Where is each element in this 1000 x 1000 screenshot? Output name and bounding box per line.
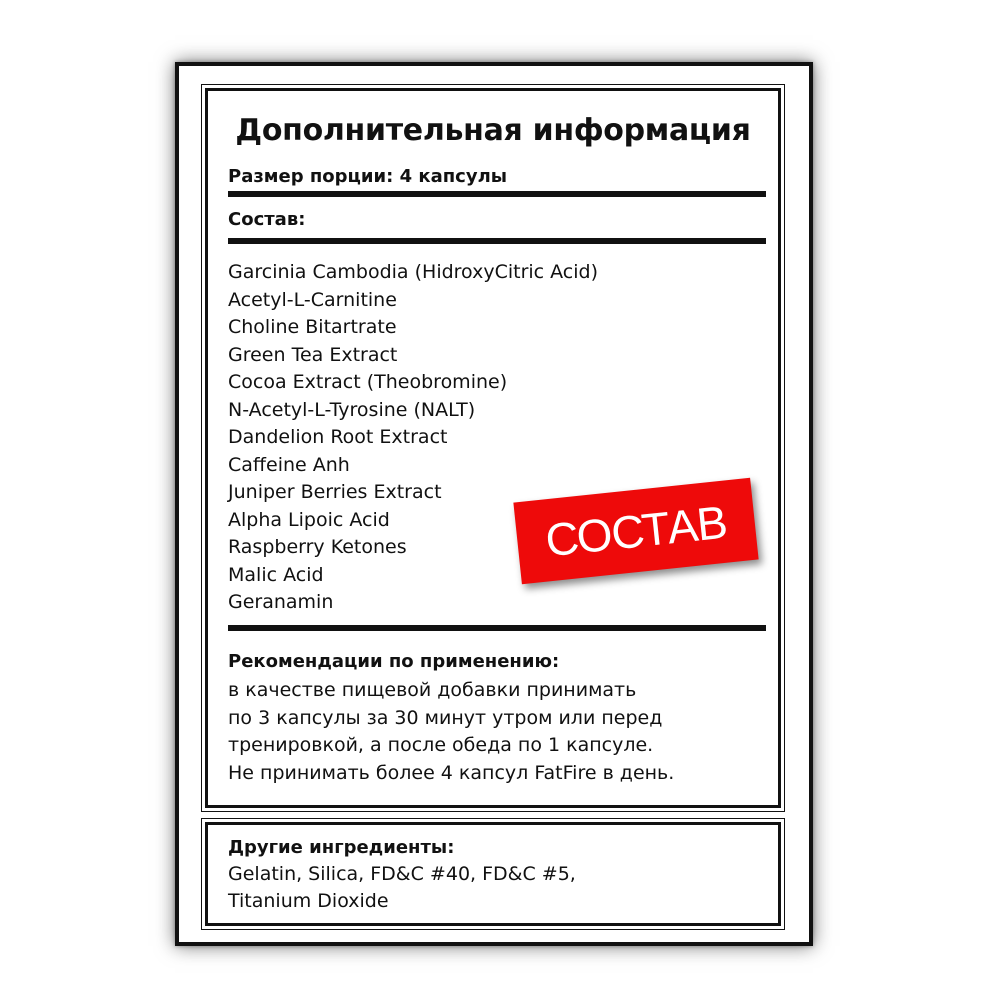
ingredient-item: Raspberry Ketones — [228, 536, 407, 558]
stamp-text: СОСТАВ — [542, 495, 730, 567]
divider-rule — [228, 191, 766, 197]
ingredient-item: Malic Acid — [228, 563, 324, 586]
other-ingredients-line: Gelatin, Silica, FD&C #40, FD&C #5, — [228, 863, 576, 885]
recommendation-line: в качестве пищевой добавки принимать — [228, 679, 637, 701]
recommendations-heading: Рекомендации по применению: — [228, 651, 560, 672]
recommendation-line: по 3 капсулы за 30 минут утром или перед — [228, 706, 663, 729]
other-ingredients-text — [228, 861, 576, 915]
ingredient-item: Dandelion Root Extract — [228, 426, 448, 448]
other-ingredients-heading: Другие ингредиенты: — [228, 837, 455, 858]
main-info-panel — [205, 88, 781, 808]
ingredient-item: Garcinia Cambodia (HidroxyCitric Acid) — [228, 261, 599, 283]
ingredient-item: Caffeine Anh — [228, 453, 350, 476]
ingredient-item: Geranamin — [228, 591, 334, 613]
label-title: Дополнительная информация — [235, 113, 751, 148]
composition-heading: Состав: — [228, 209, 306, 230]
ingredient-item: Green Tea Extract — [228, 343, 398, 366]
ingredient-item: Choline Bitartrate — [228, 316, 397, 338]
other-ingredients-panel — [205, 822, 781, 926]
ingredient-item: Acetyl-L-Carnitine — [228, 288, 397, 311]
recommendations-text — [228, 677, 773, 787]
ingredient-item: Alpha Lipoic Acid — [228, 508, 390, 531]
divider-rule — [228, 625, 766, 631]
ingredient-item: Cocoa Extract (Theobromine) — [228, 371, 508, 393]
recommendation-line: тренировкой, а после обеда по 1 капсуле. — [228, 734, 654, 756]
recommendation-line: Не принимать более 4 капсул FatFire в день. — [228, 761, 675, 784]
other-ingredients-line: Titanium Dioxide — [228, 890, 389, 912]
ingredient-item: Juniper Berries Extract — [228, 481, 442, 503]
serving-size: Размер порции: 4 капсулы — [228, 166, 508, 187]
divider-rule — [228, 238, 766, 244]
ingredient-item: N-Acetyl-L-Tyrosine (NALT) — [228, 398, 476, 421]
